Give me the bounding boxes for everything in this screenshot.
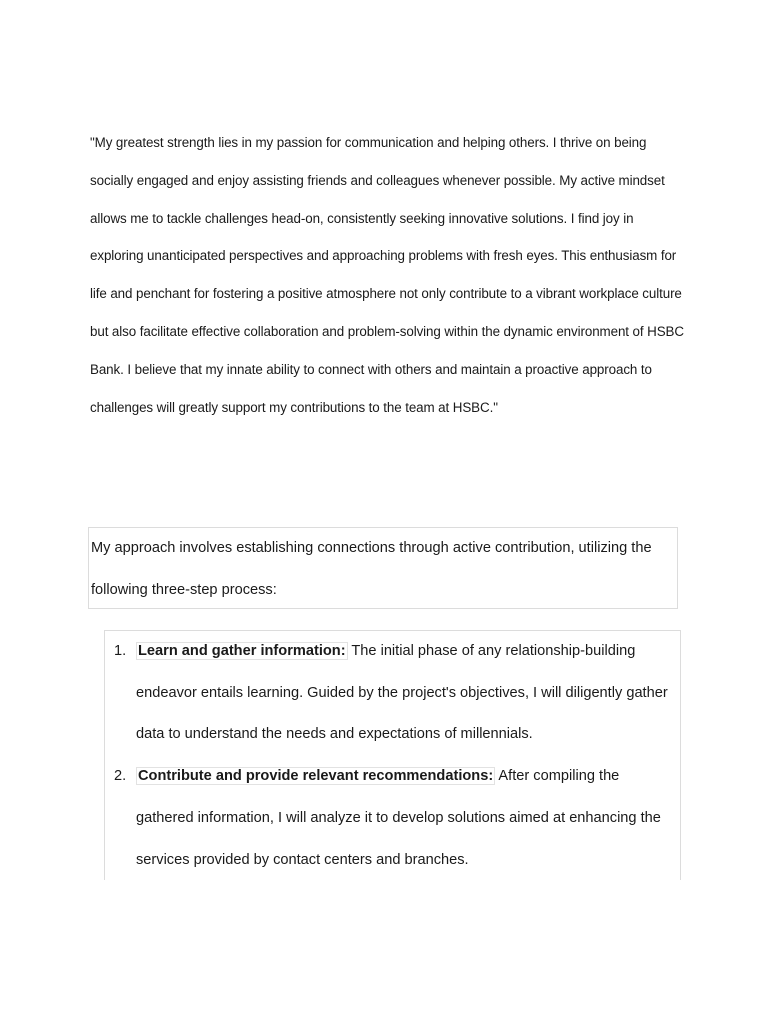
approach-box	[88, 527, 678, 609]
list-item	[105, 756, 680, 880]
approach-paragraph: My approach involves establishing connections through active contribution, utilizing the following three-step process:	[91, 540, 652, 598]
list-item-number: 1.	[114, 643, 127, 659]
list-item-number: 2.	[114, 768, 127, 785]
steps-list	[104, 630, 681, 880]
list-item-body: The initial phase of any relationship-building endeavor entails learning. Guided by the project's objectives, I will diligently gather data to understand the needs and expectations of millennials.	[136, 643, 668, 743]
list-item-body: After compiling the gathered information, I will analyze it to develop solutions aimed at enhancing the services provided by contact centers and branches.	[136, 768, 661, 868]
list-item-title: Contribute and provide relevant recommendations:	[138, 768, 494, 785]
list-item-title: Learn and gather information:	[138, 643, 346, 659]
list-item	[105, 631, 680, 756]
quote-paragraph: "My greatest strength lies in my passion for communication and helping others. I thrive on being socially engaged and enjoy assisting friends and colleagues whenever possible. My active mindset allows me to tackle challenges head-on, consistently seeking innovative solutions. I find joy in exploring unanticipated perspectives and approaching problems with fresh eyes. This enthusiasm for life and penchant for fostering a positive atmosphere not only contribute to a vibrant workplace culture but also facilitate effective collaboration and problem-solving within the dynamic environment of HSBC Bank. I believe that my innate ability to connect with others and maintain a proactive approach to challenges will greatly support my contributions to the team at HSBC."	[90, 135, 684, 415]
